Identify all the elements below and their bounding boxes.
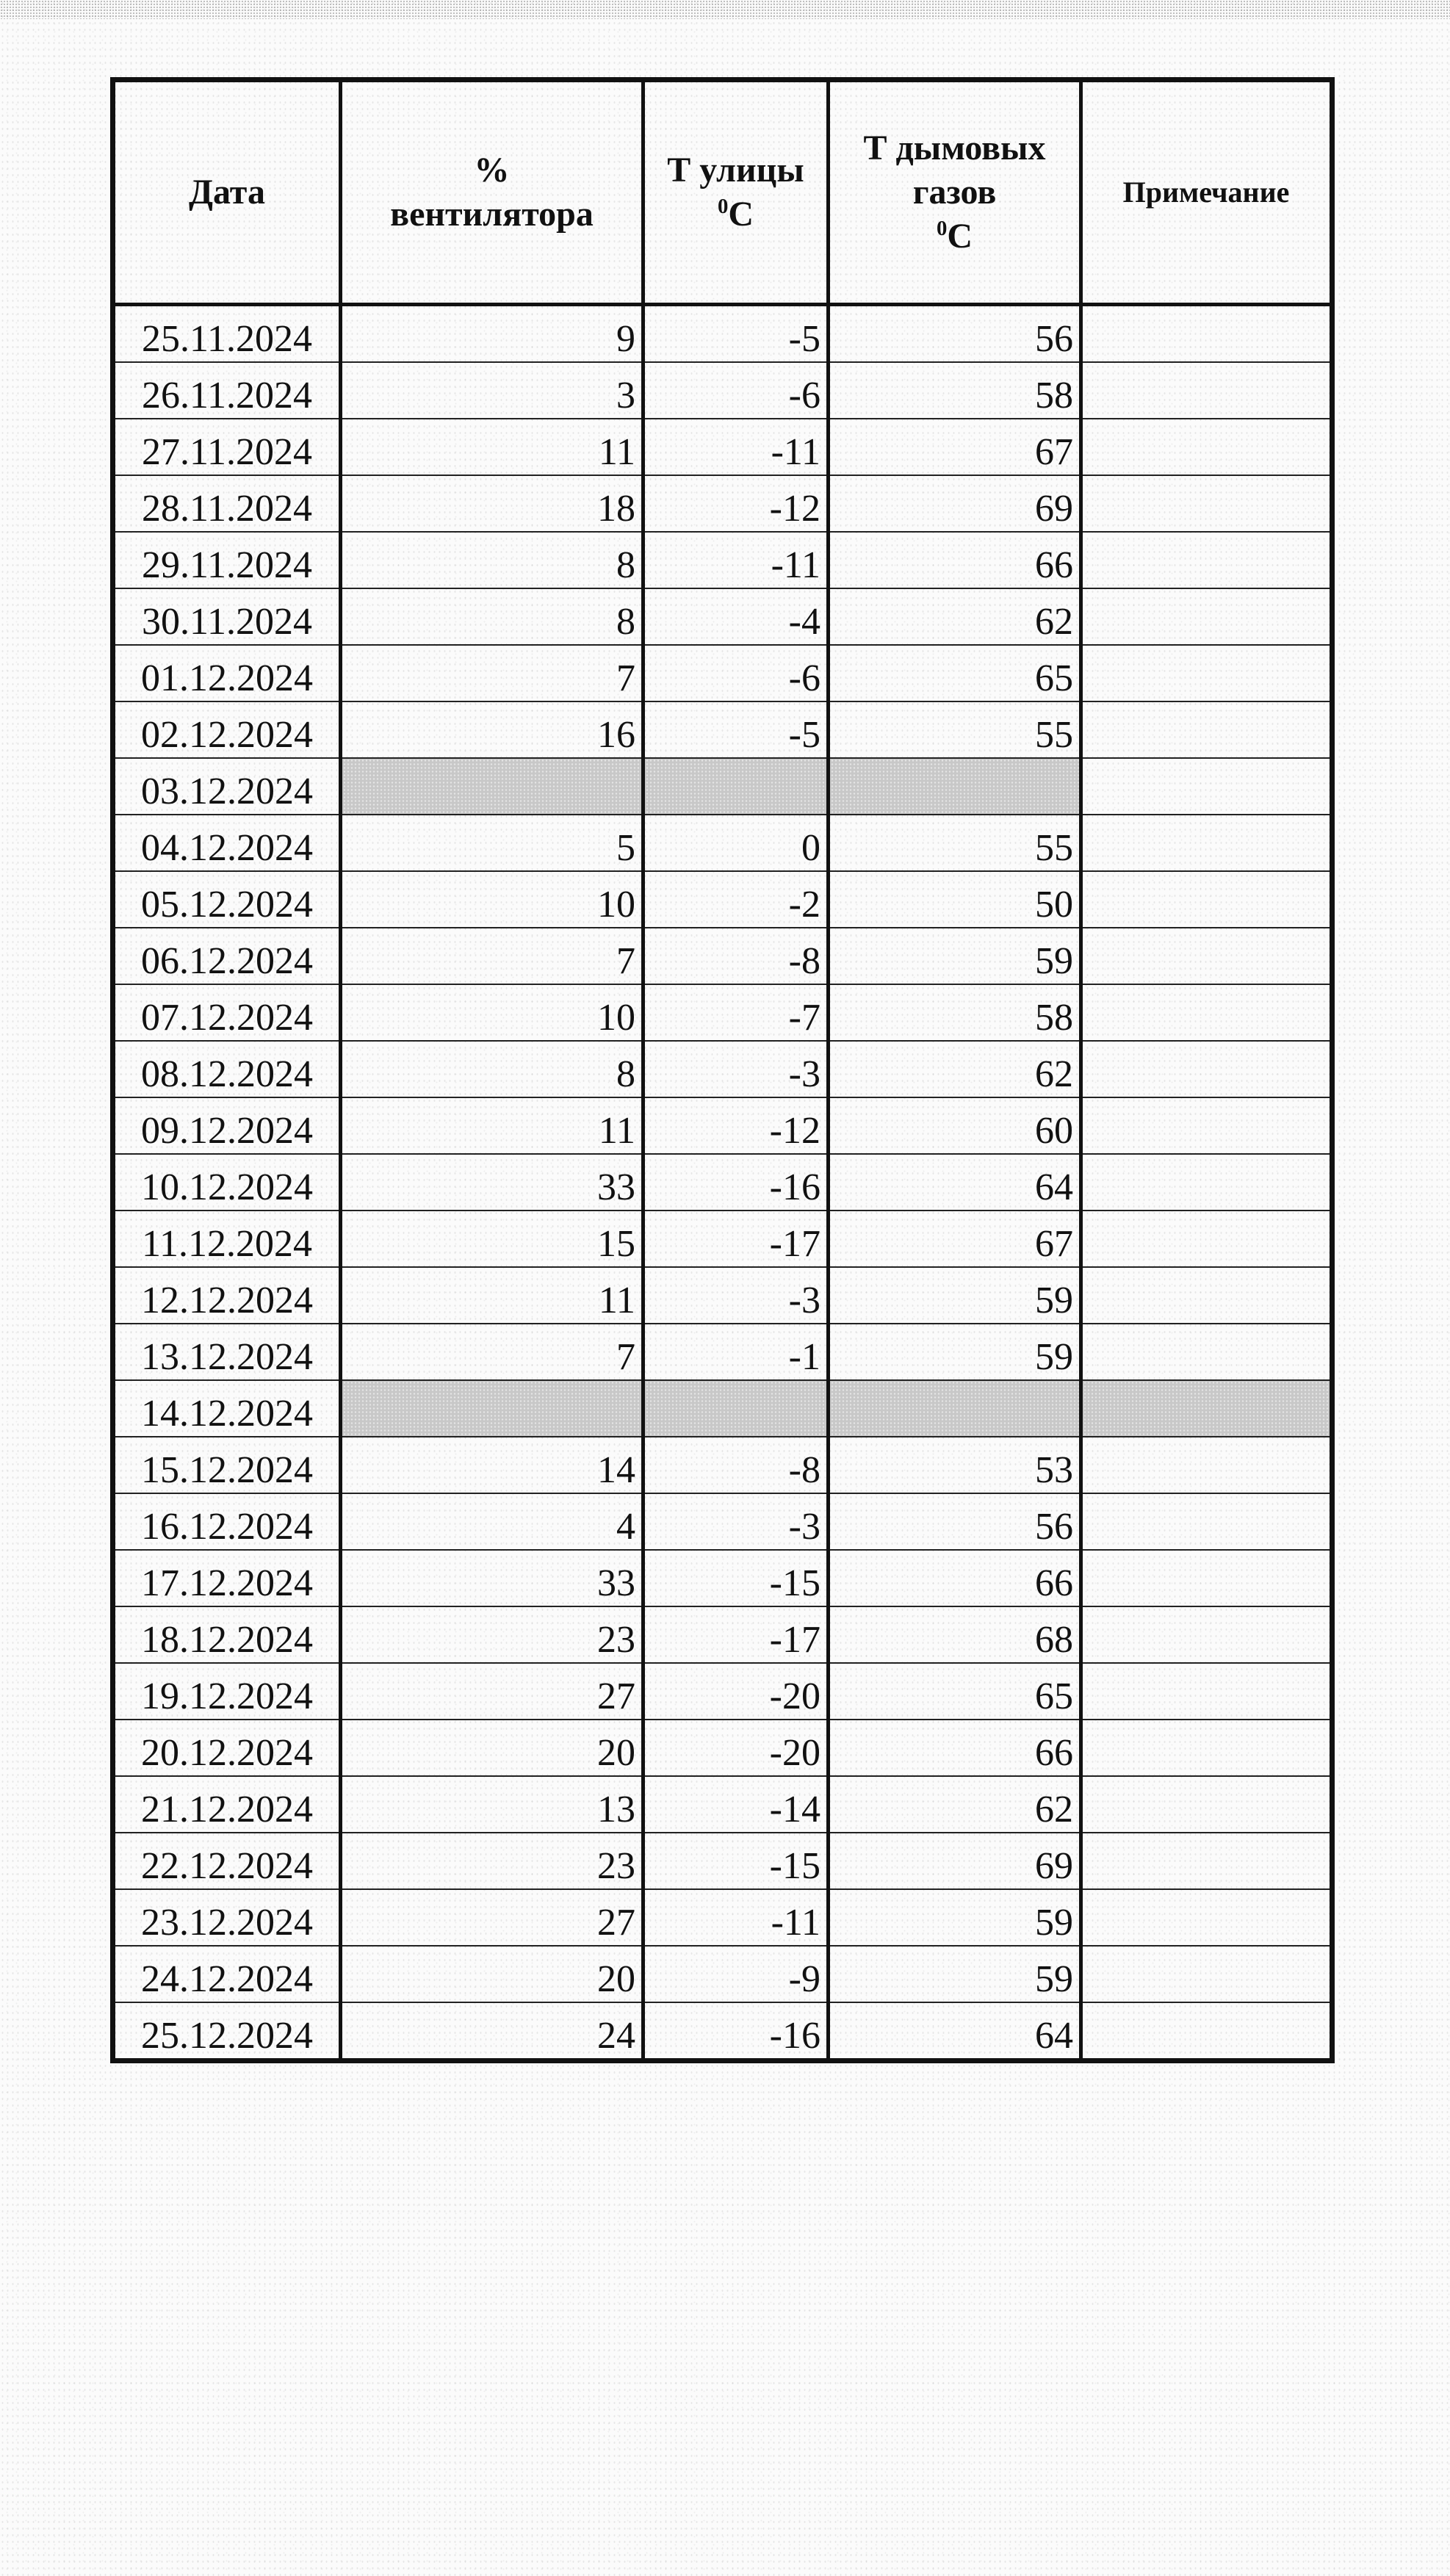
cell-fan-percent: 10 [341,871,643,928]
cell-outdoor-temp: -7 [643,984,829,1041]
cell-flue-gas-temp: 67 [829,419,1081,475]
header-outdoor-unit-letter: С [728,195,754,234]
scan-top-edge [0,0,1450,19]
header-note-label: Примечание [1122,176,1290,209]
cell-note [1081,1097,1332,1154]
cell-note [1081,1380,1332,1437]
cell-outdoor-temp: -15 [643,1550,829,1606]
cell-outdoor-temp: -3 [643,1041,829,1097]
cell-flue-gas-temp: 60 [829,1097,1081,1154]
cell-date: 23.12.2024 [113,1889,341,1946]
header-note [1081,80,1332,305]
cell-outdoor-temp: -4 [643,588,829,645]
cell-flue-gas-temp: 62 [829,1041,1081,1097]
header-outdoor-temp [643,80,829,305]
cell-fan-percent: 20 [341,1720,643,1776]
cell-date: 13.12.2024 [113,1324,341,1380]
cell-note [1081,1550,1332,1606]
cell-outdoor-temp: -1 [643,1324,829,1380]
cell-flue-gas-temp [829,1380,1081,1437]
cell-fan-percent: 8 [341,532,643,588]
cell-outdoor-temp: -6 [643,362,829,419]
cell-date: 09.12.2024 [113,1097,341,1154]
cell-note [1081,1041,1332,1097]
cell-date: 25.11.2024 [113,305,341,363]
cell-fan-percent: 16 [341,701,643,758]
cell-date: 12.12.2024 [113,1267,341,1324]
cell-note [1081,588,1332,645]
cell-note [1081,645,1332,701]
header-outdoor-line1: Т улицы [667,151,804,190]
table-row [113,1493,1332,1550]
boiler-log-table [110,77,1335,2063]
header-fan-line2: вентилятора [390,195,594,234]
table-row [113,1097,1332,1154]
table-row [113,305,1332,363]
cell-note [1081,1267,1332,1324]
cell-date: 21.12.2024 [113,1776,341,1833]
cell-outdoor-temp: -5 [643,305,829,363]
header-date-label: Дата [189,173,265,212]
table-row [113,532,1332,588]
header-gas-unit [836,214,1073,259]
header-gas-unit-letter: С [947,217,973,256]
cell-fan-percent: 23 [341,1606,643,1663]
cell-date: 11.12.2024 [113,1211,341,1267]
cell-flue-gas-temp: 66 [829,1550,1081,1606]
cell-date: 07.12.2024 [113,984,341,1041]
cell-date: 24.12.2024 [113,1946,341,2002]
cell-fan-percent: 18 [341,475,643,532]
cell-outdoor-temp: -11 [643,419,829,475]
cell-flue-gas-temp: 59 [829,1889,1081,1946]
cell-fan-percent: 27 [341,1663,643,1720]
table-header [113,80,1332,305]
cell-flue-gas-temp: 58 [829,362,1081,419]
cell-flue-gas-temp: 53 [829,1437,1081,1493]
cell-note [1081,984,1332,1041]
table-row [113,362,1332,419]
cell-outdoor-temp: -8 [643,1437,829,1493]
header-flue-gas-temp [829,80,1081,305]
table-row [113,1663,1332,1720]
cell-flue-gas-temp: 62 [829,588,1081,645]
table-row [113,1550,1332,1606]
cell-fan-percent: 4 [341,1493,643,1550]
table-row [113,1154,1332,1211]
cell-note [1081,1437,1332,1493]
cell-outdoor-temp: -16 [643,1154,829,1211]
cell-flue-gas-temp: 66 [829,532,1081,588]
cell-flue-gas-temp: 55 [829,701,1081,758]
cell-note [1081,758,1332,815]
cell-fan-percent: 8 [341,588,643,645]
cell-note [1081,1833,1332,1889]
cell-fan-percent: 24 [341,2002,643,2061]
table-row [113,1889,1332,1946]
cell-note [1081,362,1332,419]
table-row [113,1041,1332,1097]
table-row [113,1833,1332,1889]
cell-fan-percent: 7 [341,645,643,701]
cell-outdoor-temp: -14 [643,1776,829,1833]
cell-note [1081,1606,1332,1663]
cell-date: 19.12.2024 [113,1663,341,1720]
cell-fan-percent: 9 [341,305,643,363]
cell-note [1081,1493,1332,1550]
table-body [113,305,1332,2061]
cell-flue-gas-temp: 65 [829,645,1081,701]
cell-fan-percent: 20 [341,1946,643,2002]
table-row [113,1720,1332,1776]
table-row [113,1776,1332,1833]
table-row [113,588,1332,645]
table-row [113,1267,1332,1324]
table-row [113,1606,1332,1663]
cell-note [1081,532,1332,588]
cell-fan-percent: 14 [341,1437,643,1493]
table-row [113,2002,1332,2061]
cell-flue-gas-temp: 59 [829,1267,1081,1324]
cell-outdoor-temp: -3 [643,1267,829,1324]
cell-note [1081,1663,1332,1720]
cell-outdoor-temp: -6 [643,645,829,701]
cell-date: 30.11.2024 [113,588,341,645]
cell-date: 27.11.2024 [113,419,341,475]
cell-fan-percent: 33 [341,1550,643,1606]
table-row [113,475,1332,532]
cell-fan-percent: 5 [341,815,643,871]
cell-flue-gas-temp: 56 [829,305,1081,363]
table-row [113,419,1332,475]
table-row [113,871,1332,928]
cell-flue-gas-temp: 64 [829,2002,1081,2061]
cell-date: 14.12.2024 [113,1380,341,1437]
cell-outdoor-temp: -20 [643,1720,829,1776]
header-fan-line1: % [474,151,510,190]
table-row [113,928,1332,984]
cell-note [1081,1776,1332,1833]
cell-flue-gas-temp: 59 [829,1324,1081,1380]
cell-outdoor-temp: -11 [643,1889,829,1946]
cell-note [1081,2002,1332,2061]
cell-fan-percent: 15 [341,1211,643,1267]
cell-date: 01.12.2024 [113,645,341,701]
table-row [113,984,1332,1041]
cell-outdoor-temp: -11 [643,532,829,588]
header-gas-line2: газов [912,173,997,212]
cell-date: 29.11.2024 [113,532,341,588]
cell-outdoor-temp: -17 [643,1211,829,1267]
cell-outdoor-temp [643,1380,829,1437]
cell-flue-gas-temp: 55 [829,815,1081,871]
header-gas-degree: 0 [936,217,948,240]
cell-note [1081,1154,1332,1211]
cell-flue-gas-temp: 59 [829,1946,1081,2002]
cell-flue-gas-temp: 62 [829,1776,1081,1833]
cell-note [1081,928,1332,984]
cell-date: 06.12.2024 [113,928,341,984]
table-row [113,815,1332,871]
cell-outdoor-temp: -12 [643,1097,829,1154]
table-row [113,645,1332,701]
cell-flue-gas-temp: 56 [829,1493,1081,1550]
cell-outdoor-temp: -12 [643,475,829,532]
cell-flue-gas-temp: 65 [829,1663,1081,1720]
cell-fan-percent: 11 [341,1097,643,1154]
cell-outdoor-temp: 0 [643,815,829,871]
cell-date: 16.12.2024 [113,1493,341,1550]
cell-flue-gas-temp: 67 [829,1211,1081,1267]
cell-note [1081,419,1332,475]
cell-date: 10.12.2024 [113,1154,341,1211]
cell-outdoor-temp [643,758,829,815]
cell-fan-percent: 11 [341,419,643,475]
cell-outdoor-temp: -15 [643,1833,829,1889]
cell-fan-percent: 3 [341,362,643,419]
cell-note [1081,815,1332,871]
cell-outdoor-temp: -9 [643,1946,829,2002]
cell-date: 17.12.2024 [113,1550,341,1606]
cell-date: 03.12.2024 [113,758,341,815]
table-row [113,1437,1332,1493]
cell-flue-gas-temp: 69 [829,1833,1081,1889]
header-gas-line1: Т дымовых [863,129,1046,167]
header-row [113,80,1332,305]
cell-note [1081,1324,1332,1380]
header-date [113,80,341,305]
cell-note [1081,1720,1332,1776]
cell-date: 20.12.2024 [113,1720,341,1776]
cell-outdoor-temp: -5 [643,701,829,758]
cell-outdoor-temp: -8 [643,928,829,984]
cell-date: 25.12.2024 [113,2002,341,2061]
cell-outdoor-temp: -3 [643,1493,829,1550]
cell-fan-percent: 7 [341,1324,643,1380]
cell-fan-percent: 13 [341,1776,643,1833]
cell-note [1081,305,1332,363]
cell-fan-percent: 27 [341,1889,643,1946]
cell-flue-gas-temp: 66 [829,1720,1081,1776]
cell-fan-percent: 23 [341,1833,643,1889]
cell-note [1081,1211,1332,1267]
table-row [113,758,1332,815]
cell-date: 15.12.2024 [113,1437,341,1493]
cell-fan-percent: 7 [341,928,643,984]
cell-date: 08.12.2024 [113,1041,341,1097]
cell-outdoor-temp: -16 [643,2002,829,2061]
cell-fan-percent [341,1380,643,1437]
cell-date: 02.12.2024 [113,701,341,758]
cell-fan-percent: 10 [341,984,643,1041]
cell-flue-gas-temp: 59 [829,928,1081,984]
cell-flue-gas-temp: 50 [829,871,1081,928]
cell-outdoor-temp: -2 [643,871,829,928]
cell-date: 05.12.2024 [113,871,341,928]
cell-fan-percent: 8 [341,1041,643,1097]
header-outdoor-unit [651,192,820,237]
cell-date: 22.12.2024 [113,1833,341,1889]
header-outdoor-degree: 0 [717,195,729,218]
cell-note [1081,871,1332,928]
cell-date: 26.11.2024 [113,362,341,419]
cell-note [1081,475,1332,532]
cell-fan-percent [341,758,643,815]
cell-fan-percent: 33 [341,1154,643,1211]
cell-fan-percent: 11 [341,1267,643,1324]
cell-flue-gas-temp: 68 [829,1606,1081,1663]
cell-date: 04.12.2024 [113,815,341,871]
table-row [113,1946,1332,2002]
table-row [113,1380,1332,1437]
table-row [113,701,1332,758]
cell-note [1081,1889,1332,1946]
cell-flue-gas-temp: 64 [829,1154,1081,1211]
cell-note [1081,1946,1332,2002]
cell-note [1081,701,1332,758]
cell-flue-gas-temp: 58 [829,984,1081,1041]
header-fan-percent [341,80,643,305]
table-row [113,1324,1332,1380]
cell-outdoor-temp: -17 [643,1606,829,1663]
cell-outdoor-temp: -20 [643,1663,829,1720]
cell-date: 18.12.2024 [113,1606,341,1663]
cell-flue-gas-temp [829,758,1081,815]
cell-date: 28.11.2024 [113,475,341,532]
cell-flue-gas-temp: 69 [829,475,1081,532]
table-row [113,1211,1332,1267]
